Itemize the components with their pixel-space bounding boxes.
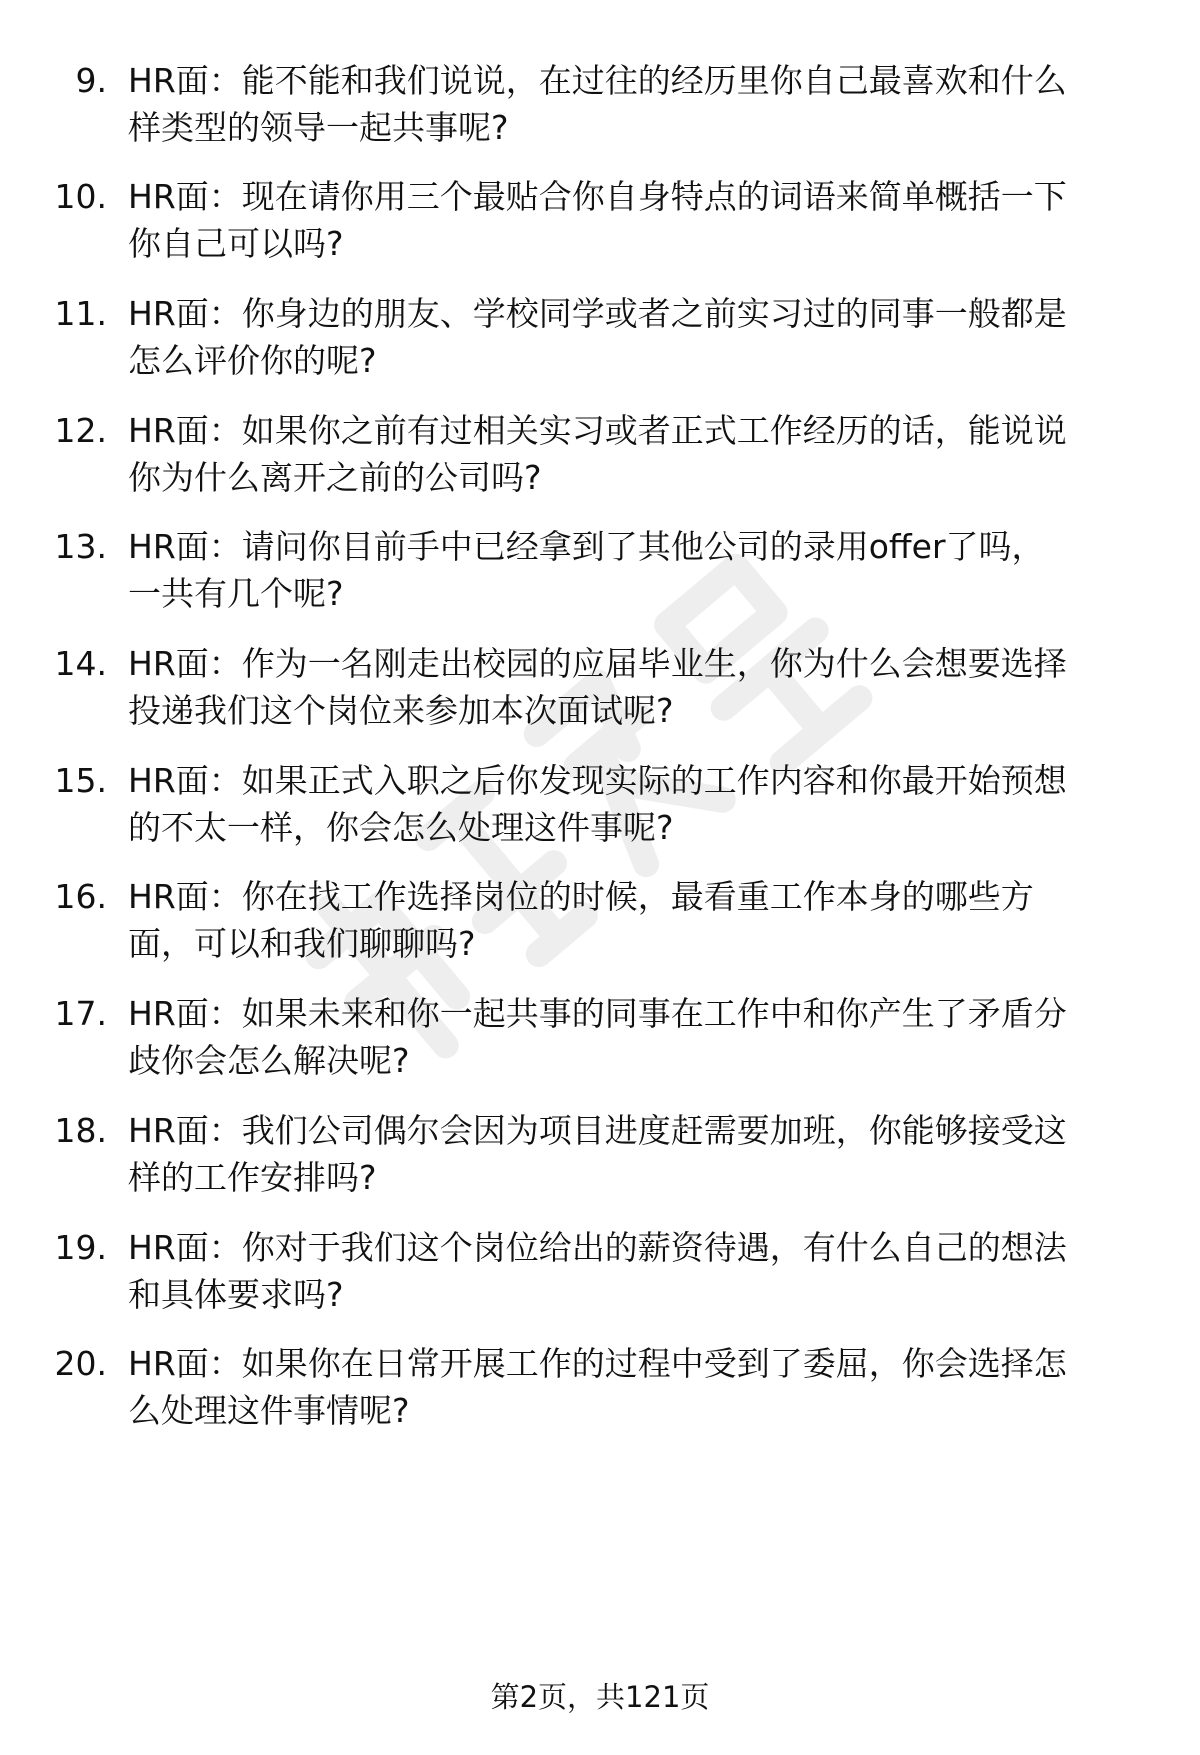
question-text-line-2: 怎么评价你的呢? bbox=[128, 341, 377, 380]
question-item bbox=[0, 57, 1200, 157]
question-number: 14. bbox=[54, 644, 107, 683]
question-text-line-2: 你自己可以吗? bbox=[128, 224, 344, 263]
question-number: 12. bbox=[54, 411, 107, 450]
question-text-line-2: 和具体要求吗? bbox=[128, 1275, 344, 1314]
question-number: 9. bbox=[75, 61, 107, 100]
question-text-line-2: 么处理这件事情呢? bbox=[128, 1391, 410, 1430]
question-text-line-2: 你为什么离开之前的公司吗? bbox=[128, 458, 542, 497]
question-text-line-1: HR面：能不能和我们说说，在过往的经历里你自己最喜欢和什么 bbox=[128, 61, 1067, 100]
question-text-line-1: HR面：请问你目前手中已经拿到了其他公司的录用offer了吗， bbox=[128, 527, 1045, 566]
question-item bbox=[0, 640, 1200, 740]
question-item bbox=[0, 1224, 1200, 1324]
question-number: 10. bbox=[54, 177, 107, 216]
question-text-line-2: 样类型的领导一起共事呢? bbox=[128, 108, 509, 147]
question-number: 20. bbox=[54, 1344, 107, 1383]
question-item bbox=[0, 990, 1200, 1090]
question-text-line-1: HR面：如果你在日常开展工作的过程中受到了委屈，你会选择怎 bbox=[128, 1344, 1067, 1383]
question-item bbox=[0, 757, 1200, 857]
question-item bbox=[0, 407, 1200, 507]
question-text-line-2: 一共有几个呢? bbox=[128, 574, 344, 613]
question-text-line-2: 歧你会怎么解决呢? bbox=[128, 1041, 410, 1080]
question-item bbox=[0, 1340, 1200, 1440]
question-text-line-1: HR面：作为一名刚走出校园的应届毕业生，你为什么会想要选择 bbox=[128, 644, 1067, 683]
question-item bbox=[0, 873, 1200, 973]
question-item bbox=[0, 173, 1200, 273]
question-number: 15. bbox=[54, 761, 107, 800]
question-text-line-1: HR面：现在请你用三个最贴合你自身特点的词语来简单概括一下 bbox=[128, 177, 1067, 216]
question-text-line-2: 面，可以和我们聊聊吗? bbox=[128, 924, 476, 963]
question-text-line-1: HR面：你身边的朋友、学校同学或者之前实习过的同事一般都是 bbox=[128, 294, 1067, 333]
question-text-line-1: HR面：你对于我们这个岗位给出的薪资待遇，有什么自己的想法 bbox=[128, 1228, 1067, 1267]
question-text-line-1: HR面：如果你之前有过相关实习或者正式工作经历的话，能说说 bbox=[128, 411, 1067, 450]
question-item bbox=[0, 1107, 1200, 1207]
question-text-line-1: HR面：你在找工作选择岗位的时候，最看重工作本身的哪些方 bbox=[128, 877, 1034, 916]
question-number: 18. bbox=[54, 1111, 107, 1150]
question-text-line-2: 投递我们这个岗位来参加本次面试呢? bbox=[128, 691, 674, 730]
question-number: 19. bbox=[54, 1228, 107, 1267]
question-text-line-2: 样的工作安排吗? bbox=[128, 1158, 377, 1197]
question-text-line-2: 的不太一样，你会怎么处理这件事呢? bbox=[128, 808, 674, 847]
question-text-line-1: HR面：如果未来和你一起共事的同事在工作中和你产生了矛盾分 bbox=[128, 994, 1067, 1033]
question-text-line-1: HR面：如果正式入职之后你发现实际的工作内容和你最开始预想 bbox=[128, 761, 1067, 800]
page-number-footer: 第2页，共121页 bbox=[490, 1680, 710, 1714]
question-number: 13. bbox=[54, 527, 107, 566]
question-number: 11. bbox=[54, 294, 107, 333]
question-number: 16. bbox=[54, 877, 107, 916]
question-number: 17. bbox=[54, 994, 107, 1033]
question-item bbox=[0, 523, 1200, 623]
question-text-line-1: HR面：我们公司偶尔会因为项目进度赶需要加班，你能够接受这 bbox=[128, 1111, 1067, 1150]
question-item bbox=[0, 290, 1200, 390]
